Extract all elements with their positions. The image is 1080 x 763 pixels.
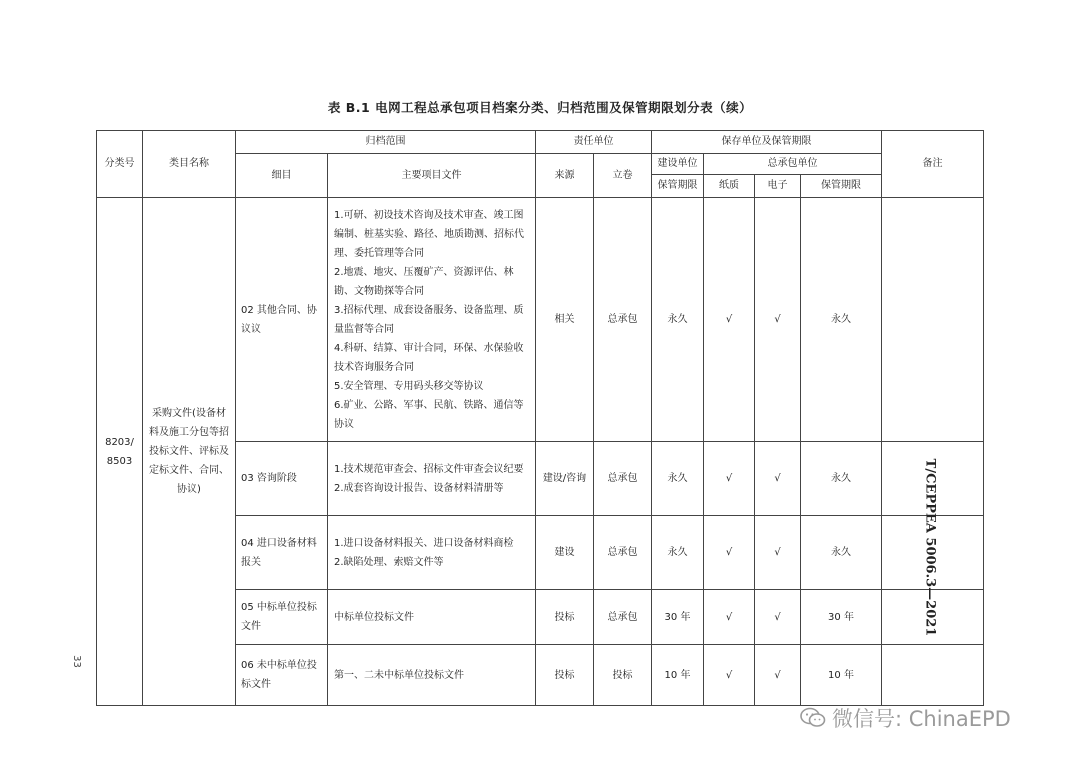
doc-line: 2.缺陷处理、索赔文件等 — [334, 556, 444, 568]
watermark — [800, 703, 1011, 733]
table-row — [97, 198, 984, 442]
filing-cell: 总承包 — [594, 516, 652, 590]
electronic-check: √ — [755, 645, 801, 706]
docs-cell — [328, 198, 536, 442]
construction-period-cell: 永久 — [652, 516, 704, 590]
col-category-code: 分类号 — [97, 131, 143, 198]
source-cell: 投标 — [536, 645, 594, 706]
col-main-docs: 主要项目文件 — [328, 154, 536, 198]
doc-line: 第一、二未中标单位投标文件 — [334, 669, 464, 681]
remarks-cell — [882, 198, 984, 442]
electronic-check: √ — [755, 516, 801, 590]
docs-cell — [328, 516, 536, 590]
archive-table — [96, 130, 984, 706]
category-code-cell — [97, 198, 143, 706]
category-name-cell — [143, 198, 236, 706]
docs-cell — [328, 645, 536, 706]
category-name: 采购文件(设备材料及施工分包等招投标文件、评标及定标文件、合同、协议) — [149, 408, 229, 495]
header-row-1 — [97, 131, 984, 154]
docs-cell — [328, 590, 536, 645]
electronic-check: √ — [755, 198, 801, 442]
contractor-period-cell: 永久 — [801, 198, 882, 442]
filing-cell: 总承包 — [594, 198, 652, 442]
contractor-period-cell: 永久 — [801, 442, 882, 516]
source-cell: 建设 — [536, 516, 594, 590]
col-scope: 归档范围 — [236, 131, 536, 154]
doc-line: 1.进口设备材料报关、进口设备材料商检 — [334, 537, 514, 549]
electronic-check: √ — [755, 590, 801, 645]
contractor-period-cell: 10 年 — [801, 645, 882, 706]
standard-code: T/CEPPEA 5006.3—2021 — [922, 458, 938, 637]
construction-period-cell: 10 年 — [652, 645, 704, 706]
col-category-name: 类目名称 — [143, 131, 236, 198]
col-retention-period-construction: 保管期限 — [652, 175, 704, 198]
col-paper: 纸质 — [704, 175, 755, 198]
doc-line: 5.安全管理、专用码头移交等协议 — [334, 380, 484, 392]
table-title: 表 B.1 电网工程总承包项目档案分类、归档范围及保管期限划分表（续） — [327, 100, 753, 115]
watermark-text: 微信号: ChinaEPD — [832, 707, 1011, 731]
construction-period-cell: 永久 — [652, 198, 704, 442]
doc-line: 2.地震、地灾、压覆矿产、资源评估、林勘、文物勘探等合同 — [334, 266, 514, 297]
doc-line: 6.矿业、公路、军事、民航、铁路、通信等协议 — [334, 399, 524, 430]
col-retention: 保存单位及保管期限 — [652, 131, 882, 154]
paper-check: √ — [704, 442, 755, 516]
construction-period-cell: 永久 — [652, 442, 704, 516]
filing-cell: 总承包 — [594, 590, 652, 645]
category-code: 8203/ 8503 — [105, 436, 134, 467]
col-electronic: 电子 — [755, 175, 801, 198]
filing-cell: 投标 — [594, 645, 652, 706]
filing-cell: 总承包 — [594, 442, 652, 516]
detail-cell: 03 咨询阶段 — [236, 442, 328, 516]
col-remarks: 备注 — [882, 131, 984, 198]
detail-cell: 06 未中标单位投标文件 — [236, 645, 328, 706]
col-contractor-unit: 总承包单位 — [704, 154, 882, 175]
construction-period-cell: 30 年 — [652, 590, 704, 645]
detail-cell: 05 中标单位投标文件 — [236, 590, 328, 645]
paper-check: √ — [704, 645, 755, 706]
electronic-check: √ — [755, 442, 801, 516]
remarks-cell — [882, 645, 984, 706]
doc-line: 中标单位投标文件 — [334, 611, 414, 623]
detail-cell: 02 其他合同、协议议 — [236, 198, 328, 442]
doc-line: 4.科研、结算、审计合同，环保、水保验收技术咨询服务合同 — [334, 342, 524, 373]
contractor-period-cell: 永久 — [801, 516, 882, 590]
contractor-period-cell: 30 年 — [801, 590, 882, 645]
source-cell: 相关 — [536, 198, 594, 442]
doc-line: 3.招标代理、成套设备服务、设备监理、质量监督等合同 — [334, 304, 524, 335]
col-source: 来源 — [536, 154, 594, 198]
source-cell: 投标 — [536, 590, 594, 645]
col-detail: 细目 — [236, 154, 328, 198]
doc-line: 1.可研、初设技术咨询及技术审查、竣工图编制、桩基实验、路径、地质勘测、招标代理、委托管理等合同 — [334, 209, 524, 259]
paper-check: √ — [704, 516, 755, 590]
doc-line: 2.成套咨询设计报告、设备材料清册等 — [334, 482, 504, 494]
paper-check: √ — [704, 590, 755, 645]
col-responsibility: 责任单位 — [536, 131, 652, 154]
paper-check: √ — [704, 198, 755, 442]
doc-line: 1.技术规范审查会、招标文件审查会议纪要 — [334, 463, 524, 475]
docs-cell — [328, 442, 536, 516]
col-retention-period-contractor: 保管期限 — [801, 175, 882, 198]
col-filing: 立卷 — [594, 154, 652, 198]
page-number: 33 — [70, 655, 82, 668]
detail-cell: 04 进口设备材料报关 — [236, 516, 328, 590]
wechat-icon — [800, 707, 826, 729]
col-construction-unit: 建设单位 — [652, 154, 704, 175]
source-cell: 建设/咨询 — [536, 442, 594, 516]
